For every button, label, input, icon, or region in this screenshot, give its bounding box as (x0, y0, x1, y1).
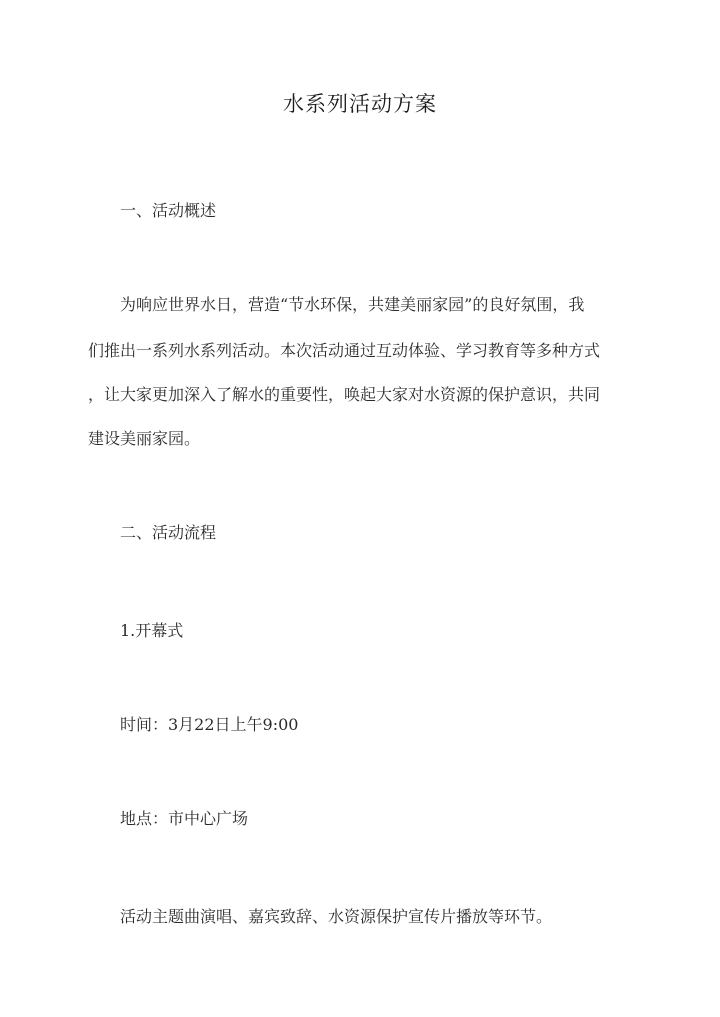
section-heading-process: 二、活动流程 (120, 523, 217, 542)
item-place: 地点：市中心广场 (120, 809, 249, 828)
item-content: 活动主题曲演唱、嘉宾致辞、水资源保护宣传片播放等环节。 (120, 907, 553, 926)
item-label-opening: 1.开幕式 (120, 621, 184, 640)
item-time: 时间：3月22日上午9:00 (120, 715, 299, 734)
paragraph-line-2: 们推出一系列水系列活动。本次活动通过互动体验、学习教育等多种方式 (88, 341, 601, 360)
section-heading-overview: 一、活动概述 (120, 201, 217, 220)
paragraph-line-4: 建设美丽家园。 (88, 429, 201, 448)
document-title: 水系列活动方案 (283, 92, 437, 116)
paragraph-line-3: ，让大家更加深入了解水的重要性，唤起大家对水资源的保护意识，共同 (88, 385, 601, 404)
paragraph-line-1: 为响应世界水日，营造“节水环保，共建美丽家园”的良好氛围，我 (120, 295, 585, 314)
